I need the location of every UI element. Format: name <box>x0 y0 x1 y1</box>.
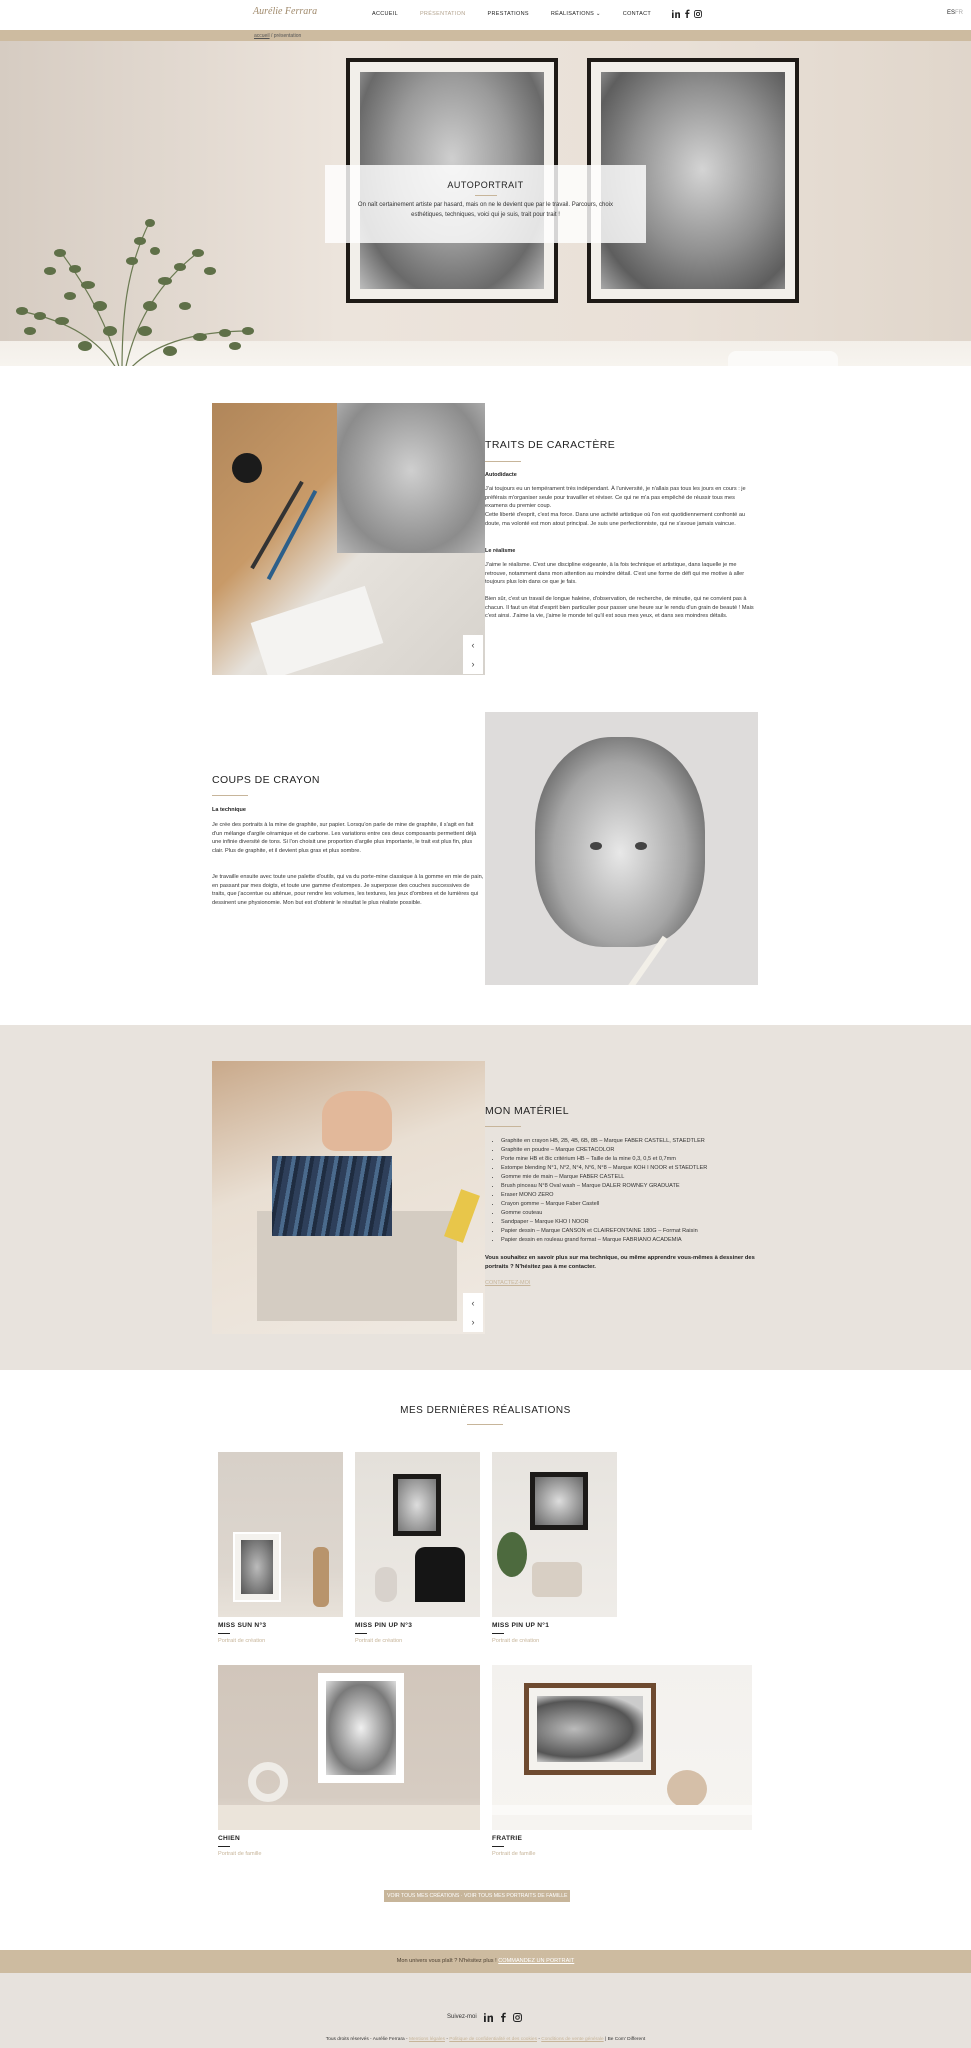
breadcrumb-home[interactable]: accueil <box>254 33 270 39</box>
materiel-item: • Sandpaper – Marque KHO I NOOR <box>501 1218 762 1227</box>
materiel-title: MON MATÉRIEL <box>485 1105 569 1117</box>
work-divider <box>492 1633 504 1634</box>
footer-band-text: Mon univers vous plaît ? N'hésitez plus ! <box>396 1958 497 1964</box>
materiel-cta-text: Vous souhaitez en savoir plus sur ma technique, ou même apprendre vous-mêmes à dessiner des portraits ? N'hésitez pas à me contacter. <box>485 1255 755 1270</box>
traits-p1: J'ai toujours eu un tempérament très indépendant. À l'université, je n'allais pas tous les jours en cours : je préférais m'organiser seule pour travailler et réviser. Ce qui ne m'a pas empêché de réussir tous mes examens du premier coup. <box>485 486 746 510</box>
crayon-eye-right <box>635 842 647 850</box>
materiel-list <box>489 1137 762 1245</box>
terms-link[interactable]: Conditions de vente générale <box>541 2037 604 2042</box>
facebook-icon[interactable] <box>684 9 690 18</box>
crayon-divider <box>212 795 248 796</box>
work-thumb[interactable] <box>492 1452 617 1617</box>
materiel-item: • Graphite en poudre – Marque CRETACOLOR <box>501 1146 762 1155</box>
work-divider <box>492 1846 504 1847</box>
work-category[interactable]: Portrait de famille <box>492 1851 536 1857</box>
work-title[interactable]: MISS SUN N°3 <box>218 1622 267 1629</box>
breadcrumb-separator: / <box>269 33 274 39</box>
order-portrait-link[interactable]: COMMANDEZ UN PORTRAIT <box>498 1958 575 1964</box>
traits-drawing <box>337 403 485 553</box>
lang-alt[interactable]: FR <box>955 10 964 16</box>
work-thumb[interactable] <box>355 1452 480 1617</box>
crayon-p2: Je travaille ensuite avec toute une palette d'outils, qui va du porte-mine classique à la gomme en mie de pain, en passant par mes doigts, et toute une gamme d'estompes. Je superpose des couches successives de traits, que j'accentue ou atténue, pour rendre les volumes, les textures, les jeux d'ombres et de lumières qui dessinent une physionomie. Mon but est d'obtenir le résultat le plus réaliste possible. <box>212 874 484 906</box>
traits-photo <box>212 403 485 675</box>
materiel-item: • Gomme couteau <box>501 1209 762 1218</box>
legal-mentions-link[interactable]: Mentions légales <box>408 2037 445 2042</box>
plant-illustration <box>0 181 270 366</box>
work-thumb[interactable] <box>218 1452 343 1617</box>
work-plant <box>497 1532 527 1577</box>
crayon-eye-left <box>590 842 602 850</box>
site-header <box>0 0 971 30</box>
instagram-icon[interactable] <box>694 10 702 18</box>
nav-prestations[interactable]: PRESTATIONS <box>487 11 529 17</box>
contact-link[interactable]: CONTACTEZ-MOI <box>485 1280 531 1286</box>
logo-name: Aurélie Ferrara <box>253 6 318 17</box>
materiel-arrow-prev[interactable]: ‹ <box>463 1293 483 1313</box>
work-card[interactable] <box>218 1665 480 1865</box>
traits-title: TRAITS DE CARACTÈRE <box>485 439 616 451</box>
work-thumb[interactable] <box>492 1665 752 1830</box>
work-category[interactable]: Portrait de famille <box>218 1851 262 1857</box>
crayon-p1: Je crée des portraits à la mine de graphite, sur papier. Lorsqu'on parle de mine de graphite, il s'agit en fait d'un mélange d'argile céramique et de carbone. Les variations entre ces deux composants permettent déjà une infinie diversité de tons. Si l'on choisit une proportion d'argile plus importante, le trait est plus fin, plus clair. Plus de graphite, et il devient plus gras et plus sombre. <box>212 822 477 854</box>
work-card[interactable] <box>355 1452 480 1652</box>
privacy-link[interactable]: Politique de confidentialité et des cookies <box>449 2037 537 2042</box>
work-frame <box>530 1472 588 1530</box>
work-vase <box>248 1762 288 1802</box>
legal-prefix: Tous droits réservés - Aurélie Ferrara - <box>325 2037 408 2042</box>
work-title[interactable]: FRATRIE <box>492 1835 523 1842</box>
materiel-pencils <box>272 1156 392 1236</box>
materiel-item: • Estompe blending N°1, N°2, N°4, N°6, N°8 – Marque KOH I NOOR et STAEDTLER <box>501 1164 762 1173</box>
materiel-item: • Papier dessin en rouleau grand format – Marque FABRIANO ACADEMIA <box>501 1236 762 1245</box>
work-category[interactable]: Portrait de création <box>492 1638 540 1644</box>
traits-p4: Bien sûr, c'est un travail de longue haleine, d'observation, de recherche, de minutie, qui ne convient pas à chacun. Il faut un état d'esprit bien particulier pour passer une heure sur le rendu d'un grain de beauté ! Mais c'est ainsi. J'aime la vie, j'aime le monde tel qu'il est sous mes yeux, et dans ses moindres détails. <box>485 596 754 620</box>
nav-accueil[interactable]: ACCUEIL <box>372 11 398 17</box>
nav-presentation[interactable]: PRÉSENTATION <box>419 11 466 17</box>
work-category[interactable]: Portrait de création <box>218 1638 266 1644</box>
hero-banner <box>0 41 971 366</box>
language-switcher[interactable] <box>947 10 963 16</box>
crayon-title: COUPS DE CRAYON <box>212 774 320 786</box>
nav-realisations[interactable]: RÉALISATIONS ⌄ <box>550 11 601 17</box>
follow-label: Suivez-moi <box>447 2014 477 2020</box>
materiel-item: • Brush pinceau N°8 Oval wash – Marque DALER ROWNEY GRADUATE <box>501 1182 762 1191</box>
crayon-photo <box>485 712 758 985</box>
footer-band <box>0 1950 971 1973</box>
crayon-child-drawing <box>535 737 705 947</box>
nav-contact[interactable]: CONTACT <box>622 11 652 17</box>
hero-title: AUTOPORTRAIT <box>447 180 524 190</box>
logo[interactable] <box>253 6 317 17</box>
work-card[interactable] <box>492 1665 752 1865</box>
traits-ink-jar <box>232 453 262 483</box>
work-shelf <box>218 1805 480 1830</box>
hero-cushion <box>728 351 838 366</box>
main-nav <box>372 11 673 17</box>
materiel-item: • Porte mine HB et 8ic critérium HB – Taille de la mine 0,3, 0,5 et 0,7mm <box>501 1155 762 1164</box>
materiel-item: • Gomme mie de main – Marque FABER CASTELL <box>501 1173 762 1182</box>
traits-pencil-blue <box>267 490 317 580</box>
facebook-icon[interactable] <box>500 2012 506 2022</box>
traits-sub-realisme: Le réalisme <box>485 548 516 554</box>
materiel-item: • Papier dessin – Marque CANSON et CLAIREFONTAINE 180G – Format Raisin <box>501 1227 762 1236</box>
work-card[interactable] <box>218 1452 343 1652</box>
work-title[interactable]: CHIEN <box>218 1835 241 1842</box>
traits-paper <box>251 586 384 675</box>
materiel-item: • Graphite en crayon HB, 2B, 4B, 6B, 8B – Marque FABER CASTELL, STAEDTLER <box>501 1137 762 1146</box>
work-card[interactable] <box>492 1452 617 1652</box>
materiel-divider <box>485 1126 521 1127</box>
materiel-item: • Crayon gomme – Marque Faber Castell <box>501 1200 762 1209</box>
traits-divider <box>485 461 521 462</box>
materiel-arrow-next[interactable]: › <box>463 1312 483 1332</box>
traits-p3: J'aime le réalisme. C'est une discipline exigeante, à la fois technique et artistique, dans laquelle je me retrouve, notamment dans mon attention au moindre détail. C'est une forme de défi qui me motive à aller toujours plus loin dans ce que je fais. <box>485 562 745 586</box>
instagram-icon[interactable] <box>513 2013 522 2022</box>
work-divider <box>355 1633 367 1634</box>
breadcrumb-current: présentation <box>273 33 302 39</box>
work-frame <box>318 1673 404 1783</box>
footer-legal: Tous droits réservés - Aurélie Ferrara - Mentions légales - Politique de confidentialité et des cookies - Conditions de vente générale | Be Com' Different <box>325 2037 646 2042</box>
work-title[interactable]: MISS PIN UP N°3 <box>355 1622 413 1629</box>
work-armchair <box>532 1562 582 1597</box>
work-frame <box>393 1474 441 1536</box>
hero-divider <box>475 195 497 196</box>
work-frame <box>524 1683 656 1775</box>
materiel-item: • Eraser MONO ZERO <box>501 1191 762 1200</box>
work-thumb[interactable] <box>218 1665 480 1830</box>
works-divider <box>467 1424 503 1425</box>
legal-suffix: Be Com' Different <box>607 2037 646 2042</box>
traits-sub-autodidacte: Autodidacte <box>485 472 517 478</box>
breadcrumb-bar <box>0 30 971 41</box>
traits-p2: Cette liberté d'esprit, c'est ma force. Dans une activité artistique où l'on est quotidiennement confronté au doute, ma volonté est mon atout principal. Je suis une perfectionniste, qui ne s'avoue jamais vaincue. <box>485 512 746 527</box>
work-category[interactable]: Portrait de création <box>355 1638 403 1644</box>
materiel-hand <box>322 1091 392 1151</box>
materiel-section <box>0 1025 971 1370</box>
materiel-photo <box>212 1061 485 1334</box>
work-vase <box>375 1567 397 1602</box>
linkedin-icon[interactable] <box>672 10 680 18</box>
work-title[interactable]: MISS PIN UP N°1 <box>492 1622 550 1629</box>
work-shelf <box>492 1805 752 1815</box>
breadcrumb <box>254 33 301 39</box>
work-frame <box>233 1532 281 1602</box>
hero-card <box>325 165 646 243</box>
work-divider <box>218 1846 230 1847</box>
footer-follow <box>447 2012 522 2022</box>
traits-arrow-prev[interactable]: ‹ <box>463 635 483 655</box>
work-chair <box>415 1547 465 1602</box>
header-social <box>672 9 702 18</box>
crayon-sub-technique: La technique <box>212 807 246 813</box>
view-all-button[interactable]: VOIR TOUS MES CRÉATIONS · VOIR TOUS MES PORTRAITS DE FAMILLE <box>384 1890 570 1902</box>
works-title: MES DERNIÈRES RÉALISATIONS <box>400 1405 571 1416</box>
linkedin-icon[interactable] <box>484 2013 493 2022</box>
work-vase <box>667 1770 707 1808</box>
work-vase <box>313 1547 329 1607</box>
hero-text: On naît certainement artiste par hasard, mais on ne le devient que par le travail. Parcours, choix esthétiques, techniques, voici qui je suis, trait pour trait ! <box>357 202 614 218</box>
lang-current[interactable]: ES <box>947 10 956 16</box>
work-divider <box>218 1633 230 1634</box>
traits-arrow-next[interactable]: › <box>463 654 483 674</box>
